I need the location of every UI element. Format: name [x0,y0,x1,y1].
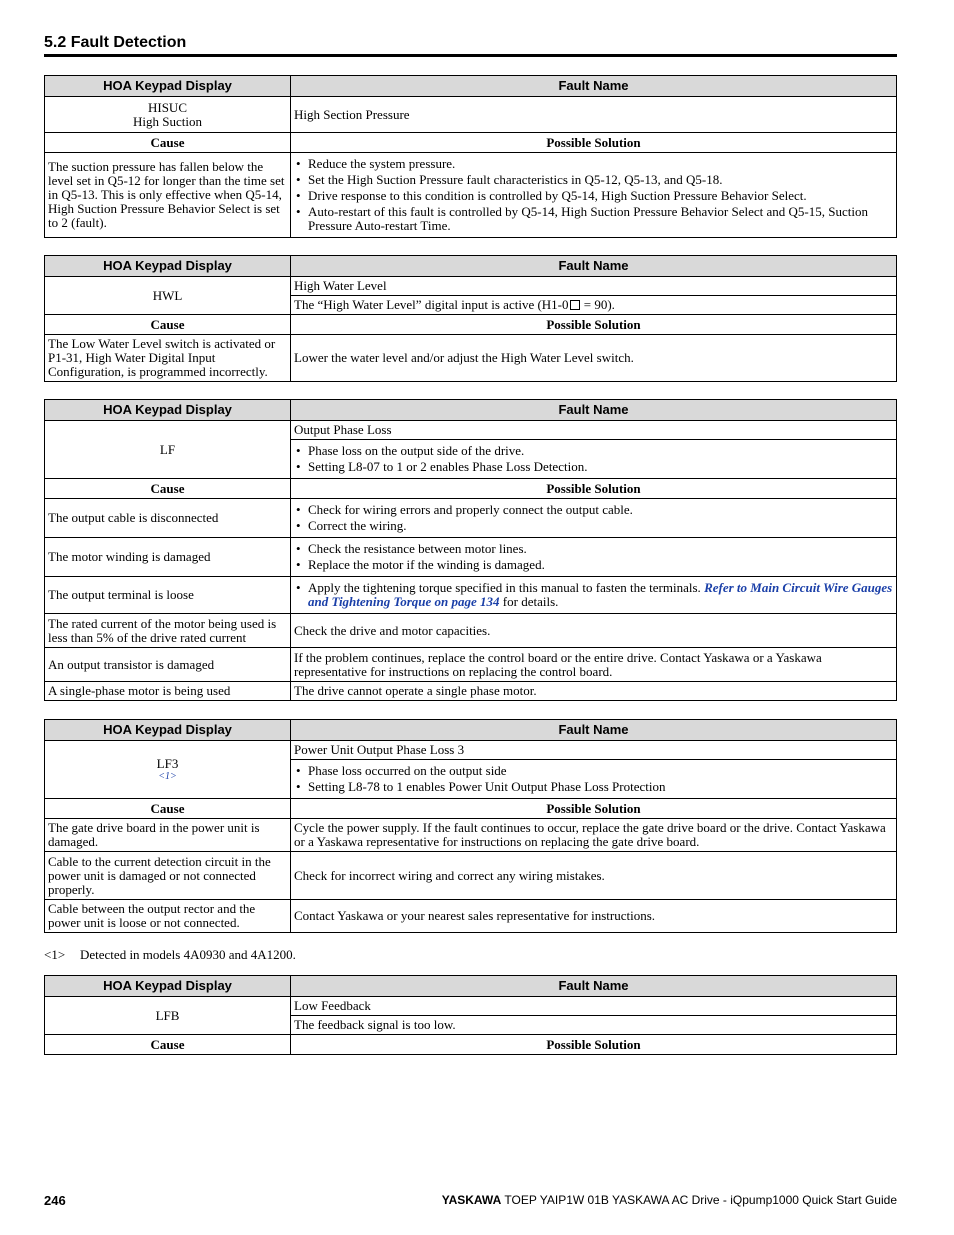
solution-header: Possible Solution [291,479,897,499]
page-number: 246 [44,1193,66,1208]
solution-text: Lower the water level and/or adjust the High Water Level switch. [291,335,897,382]
fault-description-text: The “High Water Level” digital input is active (H1-0 [294,297,569,312]
solution-item: • Check for wiring errors and properly connect the output cable. [294,503,893,517]
solution-text: Check for incorrect wiring and correct any wiring mistakes. [291,852,897,900]
footnote-text: Detected in models 4A0930 and 4A1200. [80,947,296,962]
solution-item: • Set the High Suction Pressure fault characteristics in Q5-12, Q5-13, and Q5-18. [294,173,893,187]
fault-code-cell [45,741,291,799]
footnote-ref-link[interactable]: <1> [158,771,177,782]
fault-name: High Section Pressure [291,97,897,133]
cause-header: Cause [45,799,291,819]
display-header: HOA Keypad Display [45,976,291,997]
fault-code: HISUC [147,99,187,115]
footer-brand: YASKAWA [441,1193,502,1207]
fault-name-header: Fault Name [291,720,897,741]
description-item: • Setting L8-78 to 1 enables Power Unit Output Phase Loss Protection [294,780,893,794]
solution-header: Possible Solution [291,1035,897,1055]
display-header: HOA Keypad Display [45,76,291,97]
solution-text: Contact Yaskawa or your nearest sales representative for instructions. [291,900,897,933]
footnote-mark: <1> [44,947,66,962]
fault-code: LFB [45,997,291,1035]
solution-cell [291,577,897,614]
cause-text: The rated current of the motor being used is less than 5% of the drive rated current [45,614,291,648]
cause-text: Cable to the current detection circuit in the power unit is damaged or not connected properly. [45,852,291,900]
hisuc-fault-table [44,75,897,238]
solution-cell [291,499,897,538]
footer-doc-text: TOEP YAIP1W 01B YASKAWA AC Drive - iQpump1000 Quick Start Guide [501,1193,897,1207]
cause-text: Cable between the output rector and the power unit is loose or not connected. [45,900,291,933]
fault-description-text-end: = 90). [580,297,615,312]
section-rule [44,54,897,57]
fault-description [291,440,897,479]
fault-name-header: Fault Name [291,976,897,997]
solution-item: • Correct the wiring. [294,519,893,533]
fault-description: The feedback signal is too low. [291,1016,897,1035]
solution-text-end: for details. [499,594,559,609]
solution-text: The drive cannot operate a single phase motor. [291,682,897,701]
cause-text: The output cable is disconnected [45,499,291,538]
solution-header: Possible Solution [291,315,897,335]
hwl-fault-table [44,255,897,382]
fault-name: Output Phase Loss [291,421,897,440]
solution-item [294,581,893,609]
cause-text: A single-phase motor is being used [45,682,291,701]
cause-text: The suction pressure has fallen below the level set in Q5-12 for longer than the time set in Q5-13. This is only effective when Q5-14, High Suction Pressure Behavior Select is set to 2 (fault). [45,153,291,238]
cause-text: The Low Water Level switch is activated or P1-31, High Water Digital Input Configuration, is programmed incorrectly. [45,335,291,382]
fault-code: LF [45,421,291,479]
display-header: HOA Keypad Display [45,256,291,277]
cause-header: Cause [45,315,291,335]
display-header: HOA Keypad Display [45,720,291,741]
solution-item: • Drive response to this condition is controlled by Q5-14, High Suction Pressure Behavior Select. [294,189,893,203]
placeholder-box-icon [570,300,580,310]
fault-name-header: Fault Name [291,400,897,421]
description-item: • Phase loss occurred on the output side [294,764,893,778]
fault-name: Low Feedback [291,997,897,1016]
display-header: HOA Keypad Display [45,400,291,421]
lf3-fault-table [44,719,897,933]
cause-text: The motor winding is damaged [45,538,291,577]
fault-name-header: Fault Name [291,76,897,97]
solution-text: Cycle the power supply. If the fault continues to occur, replace the gate drive board or the drive. Contact Yaskawa or a Yaskawa representative for instructions on replacing the gate drive board. [291,819,897,852]
solution-text: If the problem continues, replace the control board or the entire drive. Contact Yaskawa or a Yaskawa representative for instructions on replacing the control board. [291,648,897,682]
solution-header: Possible Solution [291,799,897,819]
footer-doc-title [442,1193,897,1207]
description-item: • Setting L8-07 to 1 or 2 enables Phase Loss Detection. [294,460,893,474]
solution-text: Apply the tightening torque specified in this manual to fasten the terminals. [308,580,705,595]
fault-name-header: Fault Name [291,256,897,277]
fault-description [291,760,897,799]
solution-item: • Replace the motor if the winding is damaged. [294,558,893,572]
cause-text: An output transistor is damaged [45,648,291,682]
cause-header: Cause [45,479,291,499]
fault-name: High Water Level [291,277,897,296]
cause-header: Cause [45,1035,291,1055]
solution-cell [291,538,897,577]
cause-header: Cause [45,133,291,153]
cause-text: The gate drive board in the power unit is damaged. [45,819,291,852]
solution-text: Check the drive and motor capacities. [291,614,897,648]
section-title: 5.2 Fault Detection [44,34,187,51]
cross-reference-link[interactable]: Refer to Main Circuit Wire Gauges and Tightening Torque on page 134 [308,580,893,609]
lf-fault-table [44,399,897,701]
fault-code: LF3 [156,756,179,771]
solution-cell [291,153,897,238]
fault-description [291,296,897,315]
solution-item: • Reduce the system pressure. [294,157,893,171]
solution-header: Possible Solution [291,133,897,153]
cause-text: The output terminal is loose [45,577,291,614]
fault-name: Power Unit Output Phase Loss 3 [291,741,897,760]
description-item: • Phase loss on the output side of the drive. [294,444,893,458]
footnote [44,947,296,963]
fault-code-cell [45,97,291,133]
fault-code-subtitle: High Suction [133,113,202,129]
solution-item: • Auto-restart of this fault is controlled by Q5-14, High Suction Pressure Behavior Select and Q5-15, Suction Pressure Auto-restart Time. [294,205,893,233]
solution-item: • Check the resistance between motor lines. [294,542,893,556]
fault-code: HWL [45,277,291,315]
lfb-fault-table [44,975,897,1055]
